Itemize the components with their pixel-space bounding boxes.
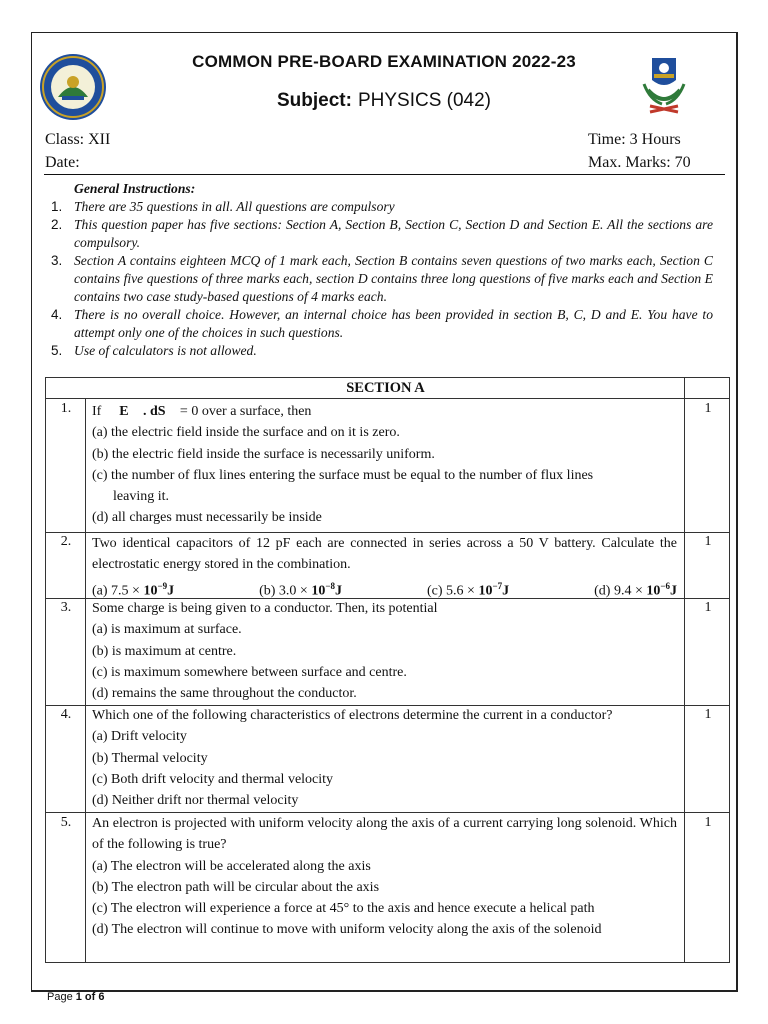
instruction-text: Use of calculators is not allowed.	[74, 343, 257, 358]
question-number: 2.	[60, 534, 72, 549]
question-1	[92, 401, 677, 529]
option: (b) Thermal velocity	[92, 750, 208, 766]
question-marks: 1	[704, 815, 712, 830]
max-marks-label: Max. Marks: 70	[588, 154, 691, 171]
option: (b) is maximum at centre.	[92, 643, 237, 659]
instruction-number: 5.	[51, 343, 63, 358]
question-stem: Some charge is being given to a conductor. Then, its potential	[92, 601, 438, 616]
question-stem: Two identical capacitors of 12 pF each are connected in series across a 50 V battery. Calculate the electrostatic energy stored in the combination.	[92, 536, 677, 573]
instruction-text: There is no overall choice. However, an internal choice has been provided in section B, C, D and E. You have to attempt only one of the choices in such questions.	[74, 307, 713, 340]
instruction-number: 3.	[51, 253, 63, 268]
current-page: 1	[75, 991, 82, 1003]
question-5	[92, 813, 677, 941]
question-marks: 1	[704, 401, 712, 416]
question-marks: 1	[704, 707, 712, 722]
option: (a) the electric field inside the surface and on it is zero.	[92, 425, 400, 441]
instruction-number: 1.	[51, 199, 63, 214]
page-footer	[47, 991, 105, 1003]
instruction-item	[45, 216, 713, 252]
instruction-item	[45, 198, 713, 216]
question-stem: An electron is projected with uniform velocity along the axis of a current carrying long solenoid. Which of the following is true?	[92, 816, 677, 853]
question-number: 4.	[60, 707, 72, 722]
footer-prefix: Page	[47, 991, 76, 1003]
option-d: (d) $9.4 \times 10^{-6}J$	[594, 580, 677, 599]
instruction-item	[45, 342, 713, 360]
instruction-text: Section A contains eighteen MCQ of 1 mark each, Section B contains seven questions of two marks each, Section C contains five questions of three marks each, section D contains three long questions of five marks each and Section E contains two case study-based questions of 4 marks each.	[74, 253, 713, 304]
option: (b) The electron path will be circular about the axis	[92, 879, 380, 895]
instruction-number: 2.	[51, 217, 63, 232]
stem-suffix: = 0 over a surface, then	[179, 404, 312, 419]
question-stem: Which one of the following characteristics of electrons determine the current in a conductor?	[92, 708, 613, 723]
option: (c) The electron will experience a force at 45° to the axis and hence execute a helical path	[92, 901, 595, 917]
instruction-number: 4.	[51, 307, 63, 322]
subject-label: Subject:	[277, 90, 352, 111]
row-divider	[46, 398, 729, 399]
option: (c) Both drift velocity and thermal velocity	[92, 771, 334, 787]
question-marks: 1	[704, 534, 712, 549]
question-number: 5.	[60, 815, 72, 830]
subject-line	[0, 90, 768, 112]
option: (a) The electron will be accelerated along the axis	[92, 858, 371, 874]
column-divider	[684, 378, 685, 962]
instructions-heading: General Instructions:	[74, 181, 196, 196]
header-divider	[44, 174, 725, 175]
question-4	[92, 705, 677, 811]
subject-value: PHYSICS (042)	[357, 90, 491, 111]
instruction-item	[45, 252, 713, 306]
question-2	[92, 533, 677, 602]
option: (a) is maximum at surface.	[92, 622, 242, 638]
option-a: (a) $7.5 \times 10^{-9}J$	[92, 580, 175, 599]
question-3	[92, 598, 677, 704]
question-marks: 1	[704, 600, 712, 615]
instruction-item	[45, 306, 713, 342]
option-c: (c) $5.6 \times 10^{-7}J$	[427, 580, 510, 599]
question-number: 3.	[60, 600, 72, 615]
instruction-text: There are 35 questions in all. All questions are compulsory	[74, 199, 395, 214]
general-instructions	[45, 180, 713, 360]
exam-title: COMMON PRE-BOARD EXAMINATION 2022-23	[192, 52, 576, 71]
total-pages: 6	[98, 991, 105, 1003]
footer-of: of	[81, 991, 99, 1003]
option: (c) is maximum somewhere between surface and centre.	[92, 664, 407, 680]
option: (c) the number of flux lines entering the surface must be equal to the number of flux lines	[92, 467, 594, 483]
flux-integral: ∮ E⃗ . dS⃗	[104, 404, 177, 419]
question-stem	[92, 401, 677, 422]
instruction-text: This question paper has five sections: Section A, Section B, Section C, Section D and Section E. All the sections are compulsory.	[74, 217, 713, 250]
class-label: Class: XII	[45, 131, 111, 148]
option: (b) the electric field inside the surface is necessarily uniform.	[92, 446, 435, 462]
option-b: (b) $3.0 \times 10^{-8}J$	[259, 580, 342, 599]
stem-prefix: If	[92, 404, 102, 419]
option: (d) remains the same throughout the conductor.	[92, 686, 357, 702]
option: (a) Drift velocity	[92, 729, 187, 745]
section-a-table	[45, 377, 730, 963]
column-divider	[85, 398, 86, 962]
time-label: Time: 3 Hours	[588, 131, 681, 148]
option-continuation: leaving it.	[113, 489, 169, 505]
section-title: SECTION A	[346, 380, 425, 396]
option: (d) Neither drift nor thermal velocity	[92, 793, 299, 809]
date-label: Date:	[45, 154, 80, 171]
question-number: 1.	[60, 401, 72, 416]
option: (d) all charges must necessarily be inside	[92, 510, 322, 526]
option: (d) The electron will continue to move with uniform velocity along the axis of the solenoid	[92, 922, 602, 938]
